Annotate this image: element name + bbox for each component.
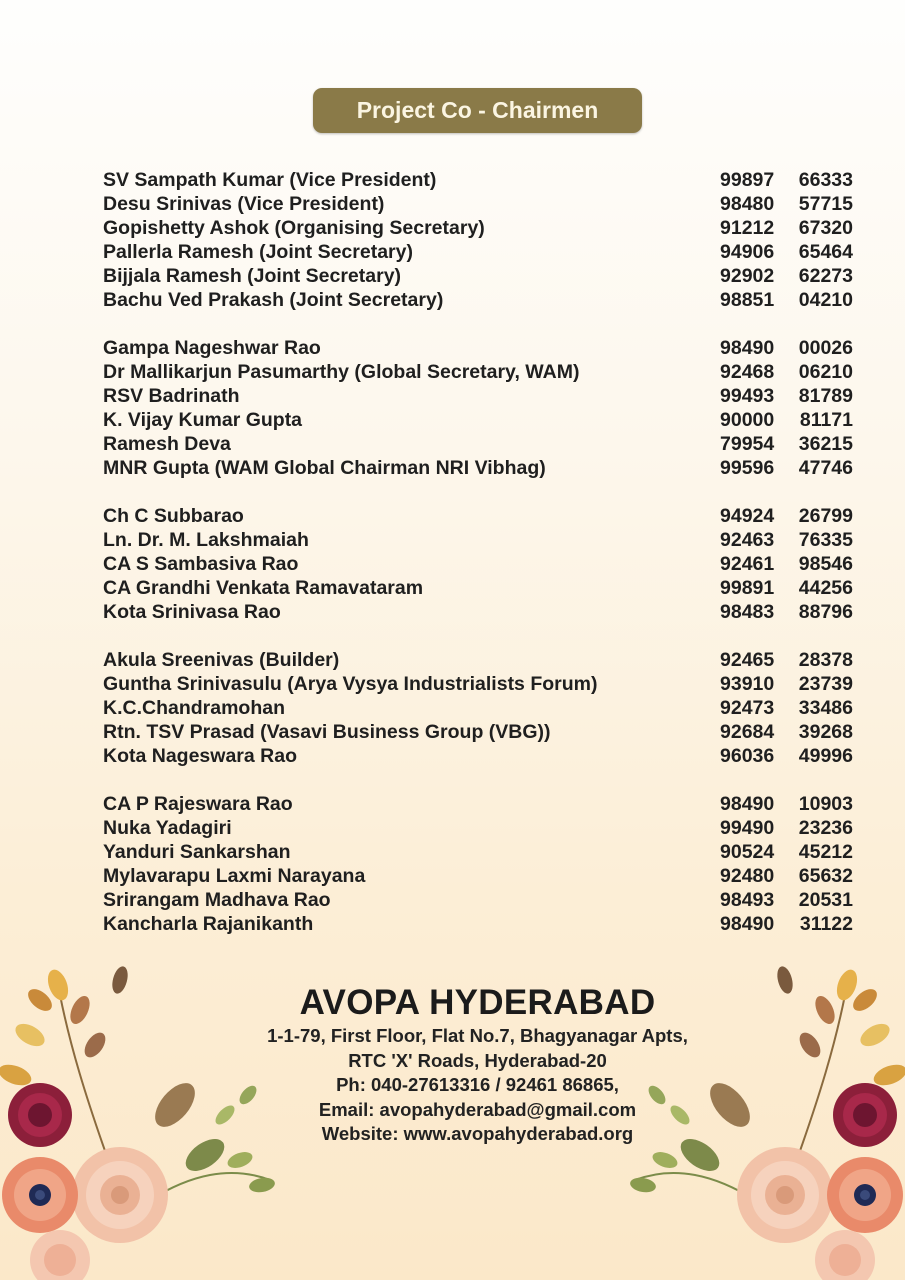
- phone-part-1: 98490: [720, 913, 775, 935]
- contact-phone: [720, 696, 853, 720]
- contact-name: Akula Sreenivas (Builder): [103, 649, 340, 671]
- phone-part-1: 92902: [720, 265, 775, 287]
- contact-phone: [720, 504, 853, 528]
- contact-name: Yanduri Sankarshan: [103, 841, 291, 863]
- contact-phone: [720, 192, 853, 216]
- phone-part-1: 98493: [720, 889, 775, 911]
- phone-part-2: 33486: [798, 697, 853, 719]
- phone-part-2: 81171: [799, 409, 853, 431]
- contact-name: Ch C Subbarao: [103, 505, 244, 527]
- contact-group-3: [103, 504, 853, 624]
- contact-group-1: [103, 168, 853, 312]
- contact-phone: [720, 168, 853, 192]
- phone-part-1: 98490: [720, 337, 775, 359]
- contact-name: Pallerla Ramesh (Joint Secretary): [103, 241, 413, 263]
- address-line-2: RTC 'X' Roads, Hyderabad-20: [348, 1049, 607, 1071]
- contact-row: [103, 168, 853, 192]
- contact-name: Guntha Srinivasulu (Arya Vysya Industrialists Forum): [103, 673, 598, 695]
- phone-part-1: 99493: [720, 385, 775, 407]
- contact-row: [103, 648, 853, 672]
- phone-part-1: 99891: [720, 577, 775, 599]
- contact-name: Bijjala Ramesh (Joint Secretary): [103, 265, 402, 287]
- contact-name: MNR Gupta (WAM Global Chairman NRI Vibhag): [103, 457, 546, 479]
- burgundy-peony: [8, 1083, 72, 1147]
- contact-row: [103, 360, 853, 384]
- contact-row: [103, 696, 853, 720]
- phone-part-1: 98490: [720, 793, 775, 815]
- contact-name: Gopishetty Ashok (Organising Secretary): [103, 217, 485, 239]
- contact-row: [103, 432, 853, 456]
- contact-row: [103, 528, 853, 552]
- phone-line: Ph: 040-27613316 / 92461 86865,: [336, 1074, 619, 1095]
- phone-part-1: 90524: [720, 841, 775, 863]
- phone-part-1: 99490: [720, 817, 775, 839]
- contact-phone: [720, 744, 853, 768]
- phone-part-2: 23236: [798, 817, 853, 839]
- phone-part-1: 99897: [720, 169, 775, 191]
- phone-part-1: 98480: [720, 193, 775, 215]
- contact-name: SV Sampath Kumar (Vice President): [103, 169, 437, 191]
- phone-part-2: 39268: [798, 721, 853, 743]
- contact-name: Kota Srinivasa Rao: [103, 601, 281, 623]
- contact-name: Mylavarapu Laxmi Narayana: [103, 865, 366, 887]
- contact-name: Kancharla Rajanikanth: [103, 913, 314, 935]
- burgundy-peony: [833, 1083, 897, 1147]
- contact-phone: [720, 720, 853, 744]
- phone-part-2: 65464: [798, 241, 853, 263]
- contact-name: Ln. Dr. M. Lakshmaiah: [103, 529, 309, 551]
- contact-phone: [720, 600, 853, 624]
- contact-phone: [720, 552, 853, 576]
- contact-row: [103, 864, 853, 888]
- contact-phone: [720, 336, 853, 360]
- phone-part-1: 92473: [720, 697, 775, 719]
- email-line: Email: avopahyderabad@gmail.com: [318, 1098, 637, 1120]
- phone-part-1: 91212: [720, 217, 775, 239]
- organization-name: AVOPA HYDERABAD: [299, 983, 656, 1022]
- website-line: Website: www.avopahyderabad.org: [321, 1123, 634, 1144]
- contact-row: [103, 384, 853, 408]
- contact-phone: [720, 816, 853, 840]
- phone-part-2: 26799: [798, 505, 853, 527]
- contact-phone: [720, 432, 853, 456]
- contact-row: [103, 288, 853, 312]
- contact-row: [103, 240, 853, 264]
- contact-phone: [720, 216, 853, 240]
- address-line-1: 1-1-79, First Floor, Flat No.7, Bhagyanagar Apts,: [267, 1025, 688, 1046]
- phone-part-1: 96036: [720, 745, 775, 767]
- contact-row: [103, 504, 853, 528]
- phone-part-2: 65632: [798, 865, 853, 887]
- contact-name: Ramesh Deva: [103, 433, 231, 455]
- phone-part-1: 79954: [720, 433, 775, 455]
- phone-part-1: 92465: [720, 649, 775, 671]
- contact-name: Gampa Nageshwar Rao: [103, 337, 321, 359]
- contact-name: Desu Srinivas (Vice President): [103, 193, 385, 215]
- phone-part-2: 98546: [798, 553, 853, 575]
- contact-phone: [720, 456, 853, 480]
- phone-part-2: 36215: [798, 433, 853, 455]
- contact-phone: [720, 264, 853, 288]
- phone-part-2: 23739: [798, 673, 853, 695]
- contact-row: [103, 192, 853, 216]
- contact-name: RSV Badrinath: [103, 385, 240, 407]
- contact-name: K. Vijay Kumar Gupta: [103, 409, 303, 431]
- phone-part-2: 88796: [798, 601, 853, 623]
- peach-rose: [72, 1147, 168, 1243]
- contact-name: Rtn. TSV Prasad (Vasavi Business Group (VBG)): [103, 721, 551, 743]
- contact-name: Srirangam Madhava Rao: [103, 889, 331, 911]
- contact-phone: [720, 672, 853, 696]
- phone-part-2: 66333: [798, 169, 853, 191]
- phone-part-2: 06210: [798, 361, 853, 383]
- phone-part-1: 98483: [720, 601, 775, 623]
- phone-part-2: 47746: [798, 457, 853, 479]
- phone-part-2: 10903: [798, 793, 853, 815]
- contact-row: [103, 216, 853, 240]
- phone-part-2: 57715: [798, 193, 853, 215]
- contact-name: Dr Mallikarjun Pasumarthy (Global Secretary, WAM): [103, 361, 580, 383]
- phone-part-2: 76335: [798, 529, 853, 551]
- phone-part-1: 99596: [720, 457, 775, 479]
- contact-phone: [720, 528, 853, 552]
- contact-row: [103, 552, 853, 576]
- contact-phone: [720, 240, 853, 264]
- contact-row: [103, 720, 853, 744]
- contact-phone: [720, 288, 853, 312]
- contact-group-5: [103, 792, 853, 936]
- contact-phone: [720, 840, 853, 864]
- contact-row: [103, 888, 853, 912]
- peach-rose: [737, 1147, 833, 1243]
- contact-name: Kota Nageswara Rao: [103, 745, 297, 767]
- phone-part-1: 92461: [720, 553, 775, 575]
- phone-part-1: 92480: [720, 865, 775, 887]
- coral-anemone: [827, 1157, 903, 1233]
- contact-name: CA S Sambasiva Rao: [103, 553, 299, 575]
- contact-phone: [720, 912, 853, 936]
- phone-part-2: 44256: [798, 577, 853, 599]
- contact-name: CA P Rajeswara Rao: [103, 793, 293, 815]
- contact-name: Bachu Ved Prakash (Joint Secretary): [103, 289, 444, 311]
- contact-phone: [720, 792, 853, 816]
- contact-row: [103, 576, 853, 600]
- contact-row: [103, 744, 853, 768]
- peach-blossom: [30, 1230, 90, 1280]
- phone-part-2: 49996: [798, 745, 853, 767]
- phone-part-1: 90000: [720, 409, 775, 431]
- contact-name: Nuka Yadagiri: [103, 817, 232, 839]
- contact-phone: [720, 864, 853, 888]
- phone-part-1: 92684: [720, 721, 775, 743]
- contact-name: CA Grandhi Venkata Ramavataram: [103, 577, 424, 599]
- phone-part-2: 28378: [798, 649, 853, 671]
- contact-row: [103, 840, 853, 864]
- contact-group-2: [103, 336, 853, 480]
- contact-phone: [720, 888, 853, 912]
- contact-row: [103, 672, 853, 696]
- contact-phone: [720, 408, 853, 432]
- phone-part-1: 94906: [720, 241, 775, 263]
- coral-anemone: [2, 1157, 78, 1233]
- contact-phone: [720, 648, 853, 672]
- phone-part-2: 45212: [798, 841, 853, 863]
- page-title: Project Co - Chairmen: [356, 97, 599, 123]
- phone-part-2: 04210: [798, 289, 853, 311]
- phone-part-1: 92468: [720, 361, 775, 383]
- contact-row: [103, 792, 853, 816]
- contact-row: [103, 336, 853, 360]
- peach-blossom: [815, 1230, 875, 1280]
- phone-part-1: 98851: [720, 289, 775, 311]
- phone-part-1: 93910: [720, 673, 775, 695]
- phone-part-2: 67320: [798, 217, 853, 239]
- contact-phone: [720, 576, 853, 600]
- phone-part-1: 92463: [720, 529, 775, 551]
- page-title-badge: [313, 88, 642, 133]
- contact-name: K.C.Chandramohan: [103, 697, 286, 719]
- contact-row: [103, 816, 853, 840]
- organization-footer: [200, 982, 755, 1147]
- phone-part-2: 81789: [798, 385, 853, 407]
- phone-part-2: 31122: [799, 913, 853, 935]
- contact-row: [103, 600, 853, 624]
- contact-row: [103, 912, 853, 936]
- contact-phone: [720, 360, 853, 384]
- contact-row: [103, 264, 853, 288]
- phone-part-2: 62273: [798, 265, 853, 287]
- phone-part-2: 00026: [798, 337, 853, 359]
- phone-part-1: 94924: [720, 505, 775, 527]
- contact-row: [103, 456, 853, 480]
- phone-part-2: 20531: [798, 889, 853, 911]
- contact-group-4: [103, 648, 853, 768]
- contact-row: [103, 408, 853, 432]
- contact-phone: [720, 384, 853, 408]
